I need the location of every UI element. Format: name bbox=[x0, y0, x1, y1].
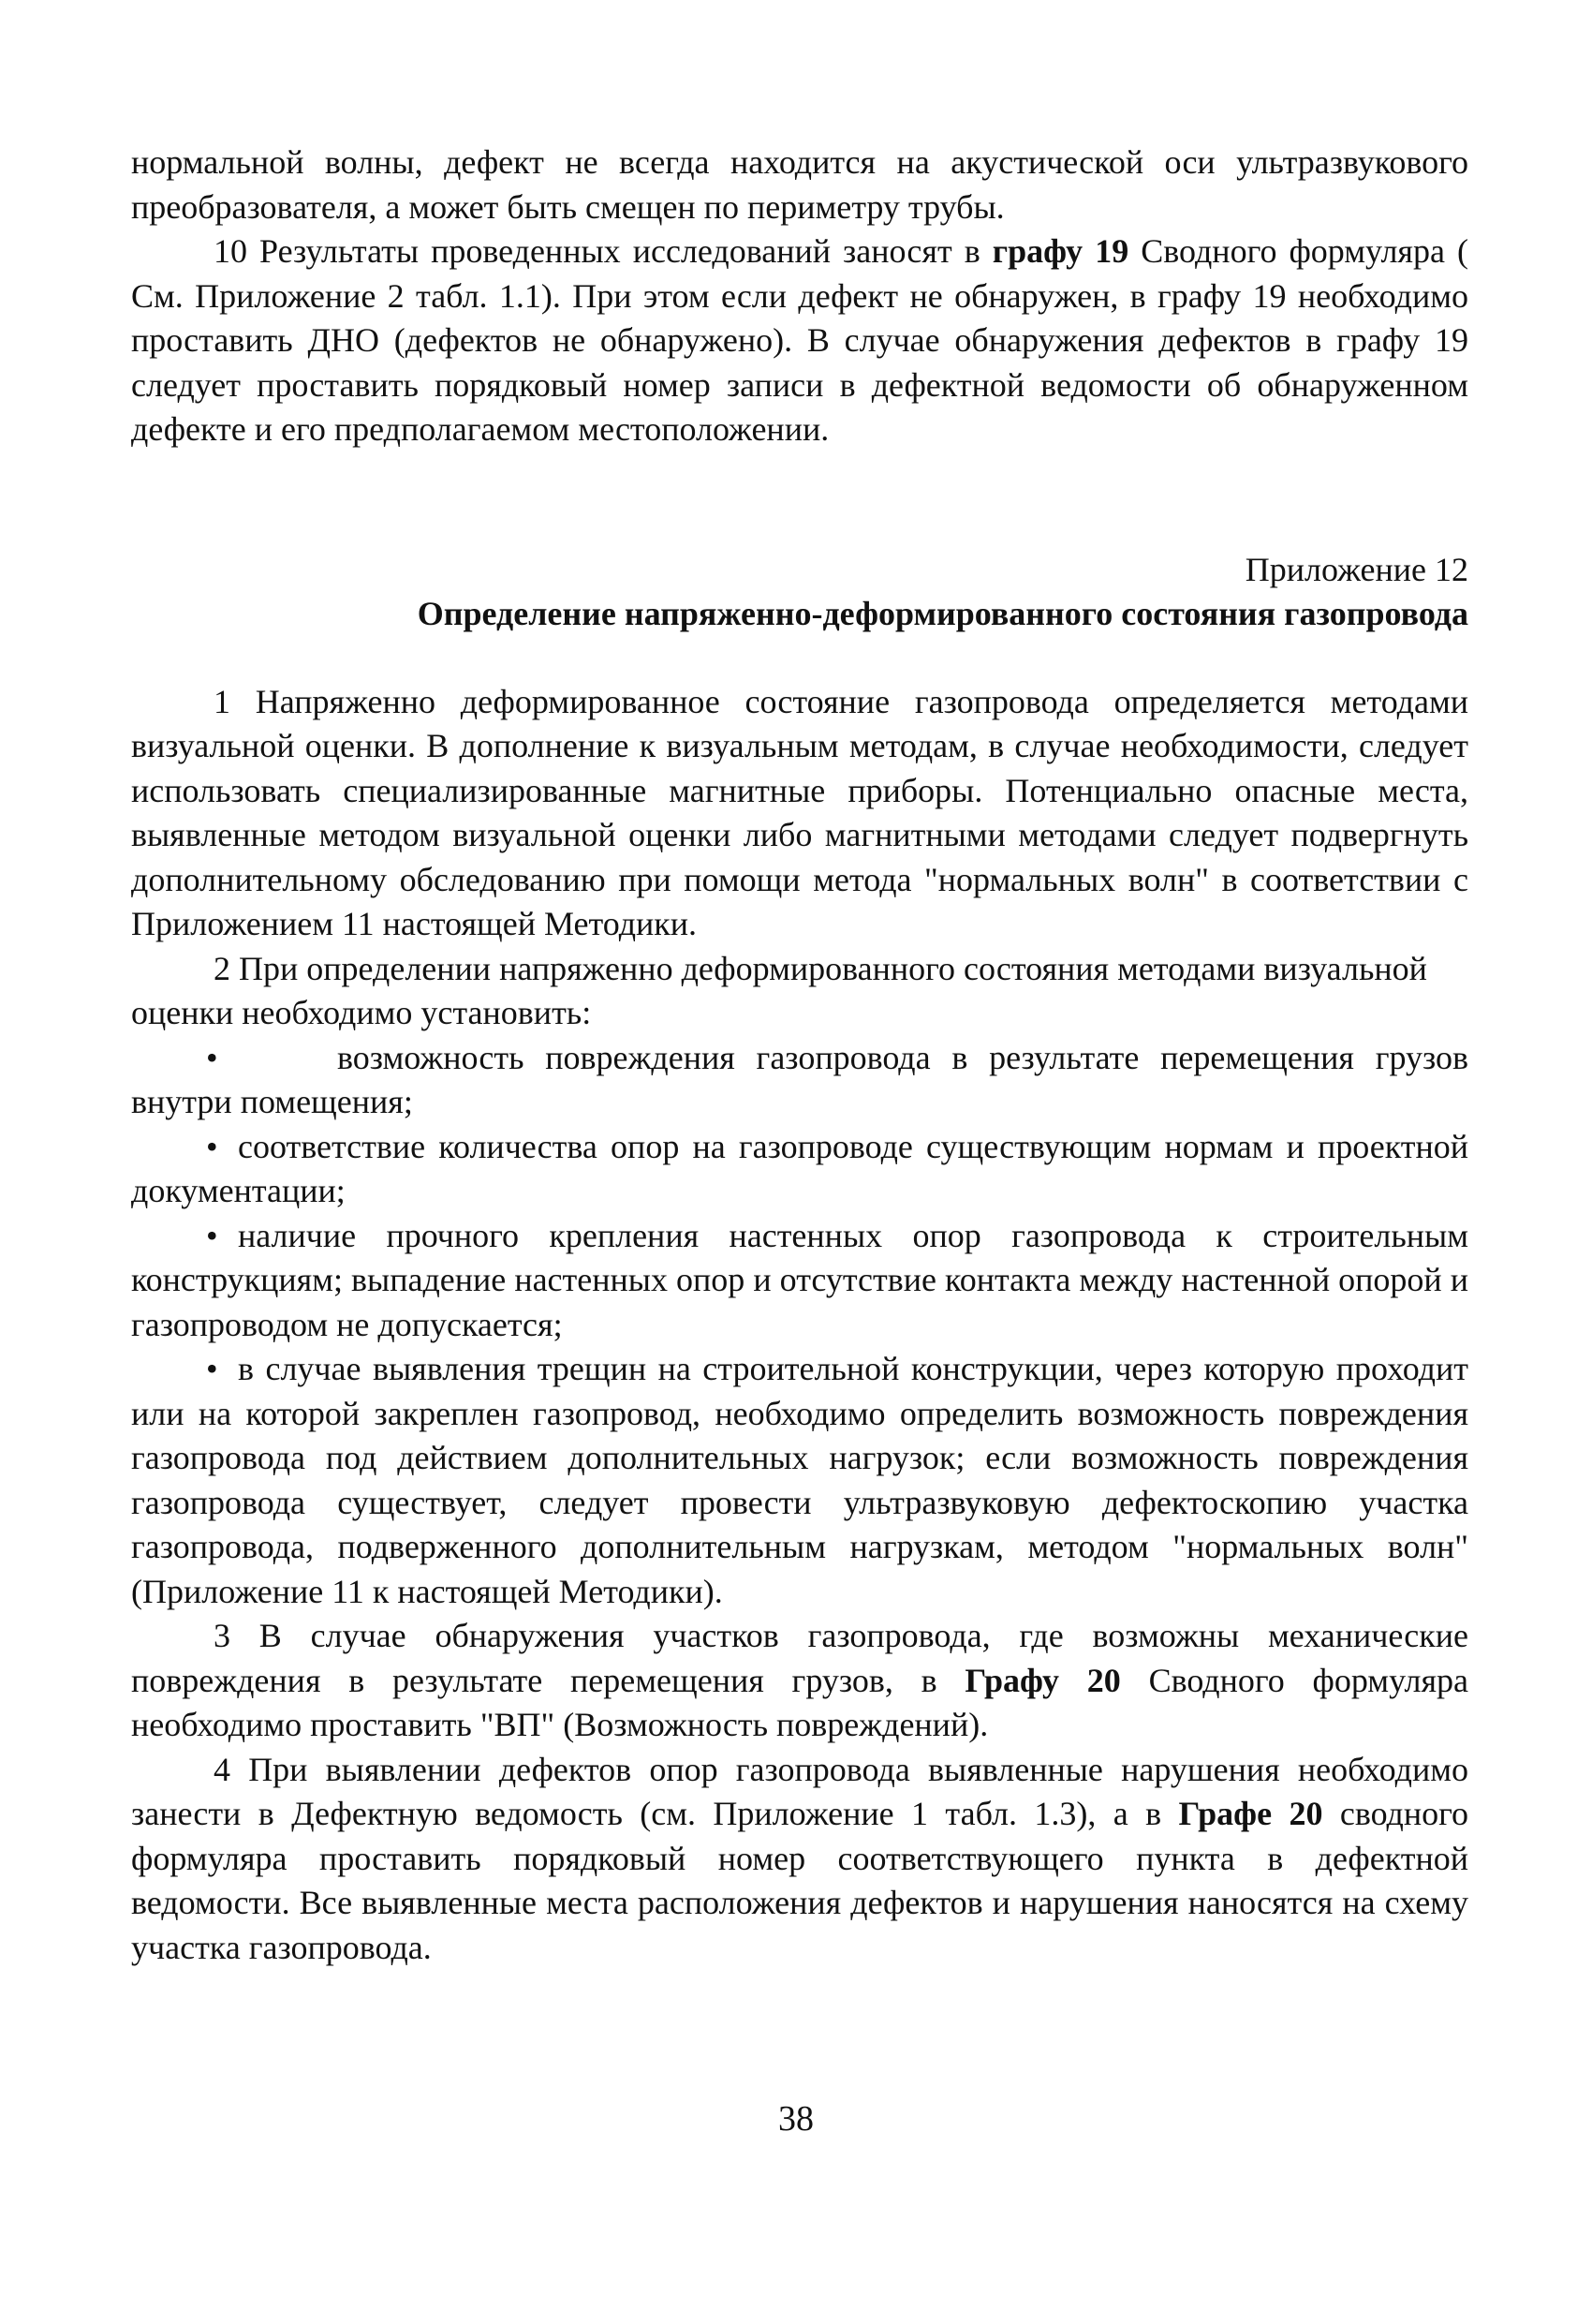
bullet-text: в случае выявления трещин на строительной конструкции, через которую проходит или на которой закреплен газопровод, необходимо определить возможность повреждения газопровода под действием дополнительных нагрузок; если возможность повреждения газопровода существует, следует провести ультразвуковую дефектоскопию участка газопровода, подверженного дополнительным нагрузкам, методом "нормальных волн" (Приложение 11 к настоящей Методики). bbox=[131, 1350, 1468, 1610]
item-3-text-start: 3 В случае обнаружения участков газопровода, где возможны механические повреждения в результате перемещения грузов, в bbox=[131, 1617, 1468, 1699]
bullet-item-3 bbox=[131, 1214, 1468, 1348]
item-4-bold-reference: Графе 20 bbox=[1178, 1795, 1323, 1832]
item-10-bold-reference: графу 19 bbox=[992, 232, 1129, 270]
bullet-icon: • bbox=[206, 1216, 218, 1254]
bullet-text: возможность повреждения газопровода в результате перемещения грузов внутри помещения; bbox=[131, 1038, 1468, 1120]
item-3-text-end: Сводного формуляра необходимо проставить "ВП" (Возможность повреждений). bbox=[131, 1661, 1468, 1743]
bullet-text: наличие прочного крепления настенных опор газопровода к строительным конструкциям; выпадение настенных опор и отсутствие контакта между настенной опорой и газопроводом не допускается; bbox=[131, 1216, 1468, 1343]
item-10-text-end: Сводного формуляра ( См. Приложение 2 табл. 1.1). При этом если дефект не обнаружен, в графу 19 необходимо проставить ДНО (дефектов не обнаружено). В случае обнаружения дефектов в графу 19 следует проставить порядковый номер записи в дефектной ведомости об обнаруженном дефекте и его предполагаемом местоположении. bbox=[131, 232, 1468, 448]
bullet-item-4 bbox=[131, 1347, 1468, 1614]
bullet-item-2 bbox=[131, 1125, 1468, 1214]
bullet-icon: • bbox=[206, 1127, 218, 1165]
paragraph-item-4 bbox=[131, 1748, 1468, 1971]
document-page bbox=[131, 141, 1468, 1970]
paragraph-item-2-intro: 2 При определении напряженно деформированного состояния методами визуальной оценки необходимо установить: bbox=[131, 949, 1427, 1031]
item-4-text-start: 4 При выявлении дефектов опор газопровода выявленные нарушения необходимо занести в Дефектную ведомость (см. Приложение 1 табл. 1.3), а в bbox=[131, 1750, 1468, 1832]
page-number: 38 bbox=[778, 2099, 814, 2139]
item-10-text-start: 10 Результаты проведенных исследований заносят в bbox=[214, 232, 993, 270]
bullet-icon: • bbox=[206, 1350, 218, 1387]
bullet-text: соответствие количества опор на газопроводе существующим нормам и проектной документации; bbox=[131, 1127, 1468, 1209]
continuation-paragraph: нормальной волны, дефект не всегда находится на акустической оси ультразвукового преобразователя, а может быть смещен по периметру трубы. bbox=[131, 143, 1468, 226]
appendix-title: Определение напряженно-деформированного состояния газопровода bbox=[417, 595, 1468, 632]
item-3-bold-reference: Графу 20 bbox=[965, 1661, 1121, 1699]
appendix-number: Приложение 12 bbox=[1245, 550, 1468, 588]
paragraph-item-1: 1 Напряженно деформированное состояние газопровода определяется методами визуальной оценки. В дополнение к визуальным методам, в случае необходимости, следует использовать специализированные магнитные приборы. Потенциально опасные места, выявленные методом визуальной оценки либо магнитными методами следует подвергнуть дополнительному обследованию при помощи метода "нормальных волн" в соответствии с Приложением 11 настоящей Методики. bbox=[131, 682, 1468, 942]
paragraph-item-10 bbox=[131, 229, 1468, 452]
bullet-item-1 bbox=[131, 1036, 1468, 1125]
item-4-text-end: сводного формуляра проставить порядковый номер соответствующего пункта в дефектной ведомости. Все выявленные места расположения дефектов и нарушения наносятся на схему участка газопровода. bbox=[131, 1795, 1468, 1966]
paragraph-item-3 bbox=[131, 1614, 1468, 1748]
bullet-icon: • bbox=[206, 1038, 218, 1076]
